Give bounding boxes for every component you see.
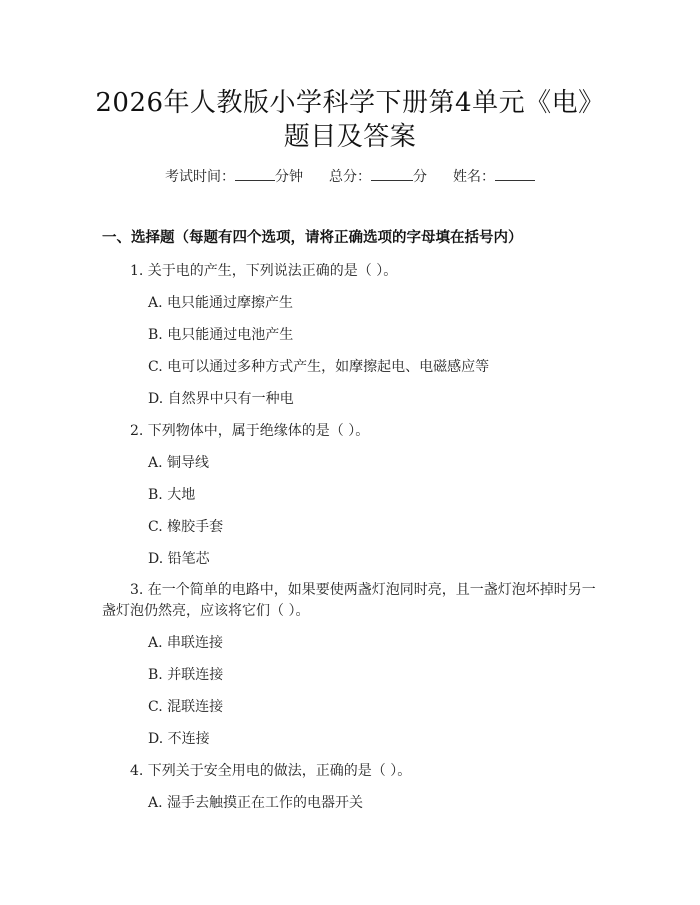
question-stem: 3. 在一个简单的电路中，如果要使两盏灯泡同时亮，且一盏灯泡坏掉时另一 [130,582,596,598]
question-option: C. 电可以通过多种方式产生，如摩擦起电、电磁感应等 [148,359,490,375]
question-option: A. 湿手去触摸正在工作的电器开关 [148,795,364,811]
exam-time-blank [235,166,275,181]
name-blank [495,166,535,181]
section-heading-multiple-choice: 一、选择题（每题有四个选项，请将正确选项的字母填在括号内） [102,229,523,246]
exam-time-unit: 分钟 [275,169,303,185]
question-stem: 2. 下列物体中，属于绝缘体的是（ ）。 [130,423,370,439]
document-title-line2: 题目及答案 [283,122,417,152]
question-option: C. 橡胶手套 [148,519,224,535]
exam-meta-line [0,166,700,187]
question-option: B. 电只能通过电池产生 [148,327,294,343]
question-option: A. 电只能通过摩擦产生 [148,295,294,311]
question-option: A. 串联连接 [148,635,224,651]
exam-time-label: 考试时间： [165,169,235,185]
question-option: D. 不连接 [148,731,210,747]
score-blank [371,166,413,181]
question-stem: 4. 下列关于安全用电的做法，正确的是（ ）。 [130,763,412,779]
question-stem: 1. 关于电的产生，下列说法正确的是（ ）。 [130,263,398,279]
question-option: A. 铜导线 [148,455,210,471]
name-label: 姓名： [453,169,495,185]
question-option: C. 混联连接 [148,699,224,715]
score-label: 总分： [329,169,371,185]
document-title-line1: 2026年人教版小学科学下册第4单元《电》 [95,88,605,118]
question-option: B. 大地 [148,487,196,503]
question-option: D. 自然界中只有一种电 [148,391,294,407]
question-option: D. 铅笔芯 [148,551,210,567]
score-unit: 分 [413,169,427,185]
question-stem-continued: 盏灯泡仍然亮，应该将它们（ ）。 [102,603,310,619]
question-option: B. 并联连接 [148,667,224,683]
